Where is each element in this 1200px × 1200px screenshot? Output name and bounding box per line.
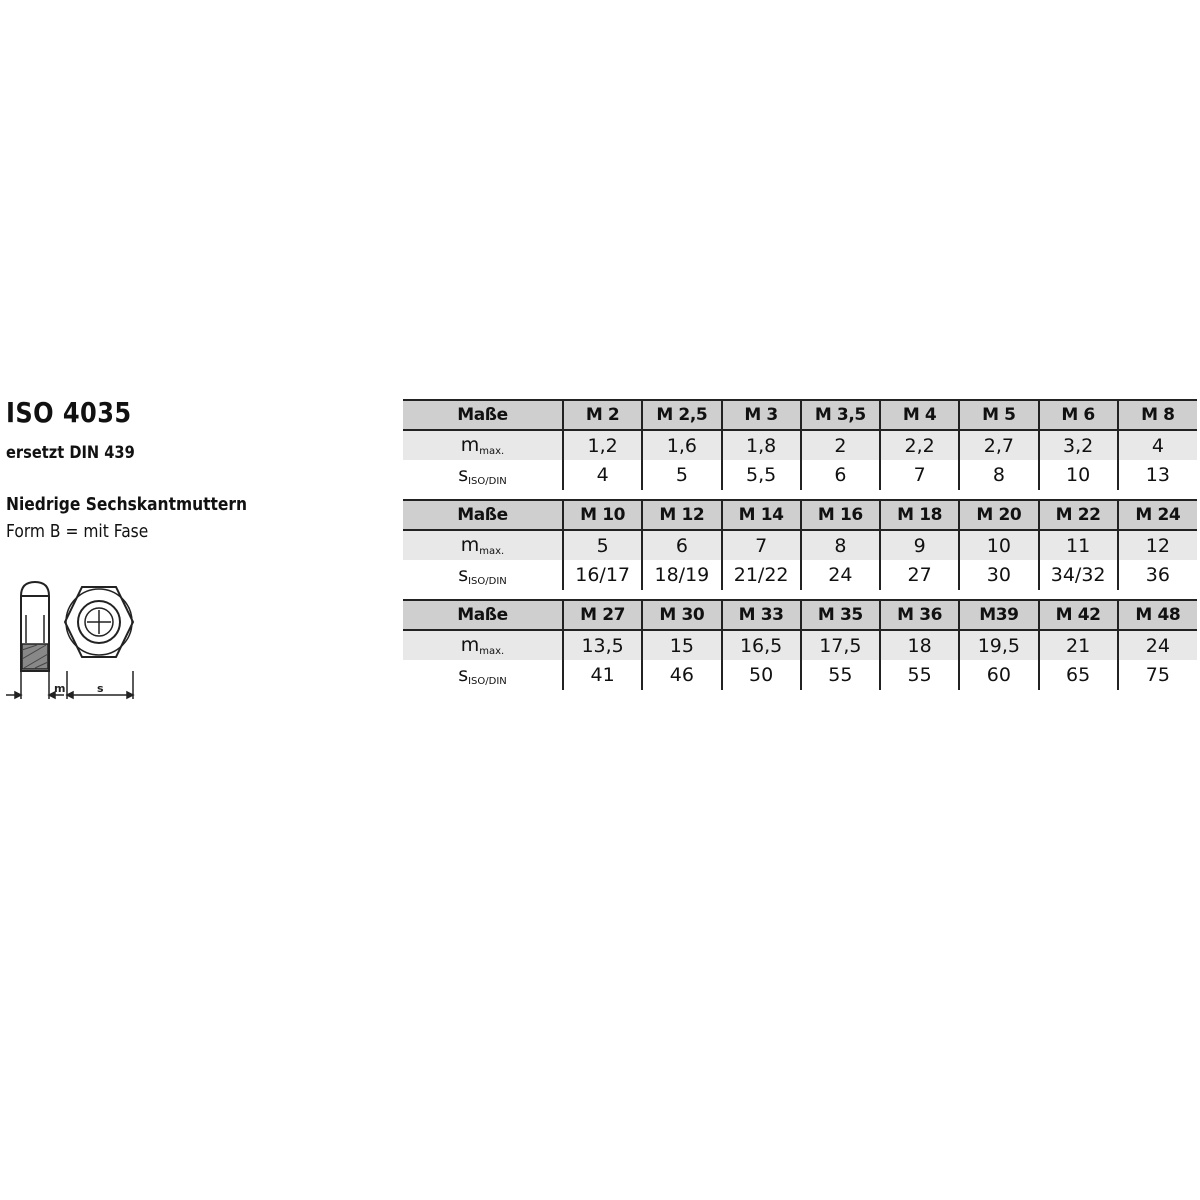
size-cell: M 35 — [801, 600, 880, 630]
value-cell: 4 — [1118, 430, 1197, 460]
value-cell: 75 — [1118, 660, 1197, 690]
value-cell: 6 — [801, 460, 880, 490]
nut-front-view — [65, 587, 133, 657]
row-label: $s_{ISO/DIN}$ — [403, 460, 563, 490]
value-cell: 50 — [722, 660, 801, 690]
dimension-table — [403, 499, 1197, 590]
value-cell: 16/17 — [563, 560, 642, 590]
value-cell: 8 — [959, 460, 1038, 490]
value-cell: 13,5 — [563, 630, 642, 660]
value-cell: 60 — [959, 660, 1038, 690]
value-cell: 7 — [722, 530, 801, 560]
value-cell: 5 — [642, 460, 721, 490]
product-name: Niedrige Sechskantmuttern — [6, 494, 248, 515]
size-cell: M 2,5 — [642, 400, 721, 430]
value-cell: 27 — [880, 560, 959, 590]
value-cell: 4 — [563, 460, 642, 490]
table-row-s — [403, 660, 1197, 690]
size-cell: M 2 — [563, 400, 642, 430]
size-cell: M 33 — [722, 600, 801, 630]
value-cell: 5,5 — [722, 460, 801, 490]
size-cell: M 3 — [722, 400, 801, 430]
size-cell: M 24 — [1118, 500, 1197, 530]
value-cell: 6 — [642, 530, 721, 560]
value-cell: 1,2 — [563, 430, 642, 460]
size-cell: M 14 — [722, 500, 801, 530]
header-label: Maße — [403, 600, 563, 630]
size-cell: M 30 — [642, 600, 721, 630]
value-cell: 24 — [801, 560, 880, 590]
value-cell: 65 — [1039, 660, 1118, 690]
size-cell: M 4 — [880, 400, 959, 430]
value-cell: 11 — [1039, 530, 1118, 560]
value-cell: 46 — [642, 660, 721, 690]
value-cell: 18/19 — [642, 560, 721, 590]
value-cell: 7 — [880, 460, 959, 490]
header-label: Maße — [403, 400, 563, 430]
value-cell: 2,2 — [880, 430, 959, 460]
value-cell: 36 — [1118, 560, 1197, 590]
value-cell: 10 — [959, 530, 1038, 560]
table-row-m-max — [403, 430, 1197, 460]
value-cell: 21 — [1039, 630, 1118, 660]
size-cell: M 36 — [880, 600, 959, 630]
value-cell: 9 — [880, 530, 959, 560]
table-header-row — [403, 400, 1197, 430]
value-cell: 13 — [1118, 460, 1197, 490]
value-cell: 12 — [1118, 530, 1197, 560]
row-label: $s_{ISO/DIN}$ — [403, 660, 563, 690]
value-cell: 55 — [801, 660, 880, 690]
value-cell: 2 — [801, 430, 880, 460]
size-cell: M 20 — [959, 500, 1038, 530]
table-row-m-max — [403, 630, 1197, 660]
size-cell: M39 — [959, 600, 1038, 630]
table-row-s — [403, 460, 1197, 490]
size-cell: M 16 — [801, 500, 880, 530]
row-label: $m_{max.}$ — [403, 430, 563, 460]
product-form: Form B = mit Fase — [6, 521, 149, 542]
table-header-row — [403, 500, 1197, 530]
dimension-label-m: m — [54, 682, 66, 695]
dimension-label-s: s — [97, 682, 104, 695]
size-cell: M 42 — [1039, 600, 1118, 630]
value-cell: 1,6 — [642, 430, 721, 460]
value-cell: 15 — [642, 630, 721, 660]
nut-technical-drawing — [2, 575, 142, 705]
page-title: ISO 4035 — [6, 396, 132, 429]
row-label: $s_{ISO/DIN}$ — [403, 560, 563, 590]
size-cell: M 48 — [1118, 600, 1197, 630]
size-cell: M 12 — [642, 500, 721, 530]
value-cell: 30 — [959, 560, 1038, 590]
size-cell: M 10 — [563, 500, 642, 530]
dimension-tables — [403, 399, 1197, 699]
table-header-row — [403, 600, 1197, 630]
value-cell: 24 — [1118, 630, 1197, 660]
value-cell: 19,5 — [959, 630, 1038, 660]
value-cell: 5 — [563, 530, 642, 560]
size-cell: M 3,5 — [801, 400, 880, 430]
dimension-table — [403, 599, 1197, 690]
row-label: $m_{max.}$ — [403, 630, 563, 660]
table-row-s — [403, 560, 1197, 590]
header-label: Maße — [403, 500, 563, 530]
size-cell: M 22 — [1039, 500, 1118, 530]
value-cell: 41 — [563, 660, 642, 690]
table-row-m-max — [403, 530, 1197, 560]
value-cell: 8 — [801, 530, 880, 560]
dimension-table — [403, 399, 1197, 490]
value-cell: 10 — [1039, 460, 1118, 490]
value-cell: 16,5 — [722, 630, 801, 660]
size-cell: M 6 — [1039, 400, 1118, 430]
nut-side-view — [21, 582, 49, 671]
value-cell: 1,8 — [722, 430, 801, 460]
size-cell: M 8 — [1118, 400, 1197, 430]
value-cell: 21/22 — [722, 560, 801, 590]
size-cell: M 5 — [959, 400, 1038, 430]
size-cell: M 18 — [880, 500, 959, 530]
size-cell: M 27 — [563, 600, 642, 630]
row-label: $m_{max.}$ — [403, 530, 563, 560]
value-cell: 18 — [880, 630, 959, 660]
value-cell: 3,2 — [1039, 430, 1118, 460]
value-cell: 2,7 — [959, 430, 1038, 460]
value-cell: 17,5 — [801, 630, 880, 660]
value-cell: 55 — [880, 660, 959, 690]
dimension-lines — [6, 671, 133, 699]
value-cell: 34/32 — [1039, 560, 1118, 590]
subtitle: ersetzt DIN 439 — [6, 443, 135, 463]
